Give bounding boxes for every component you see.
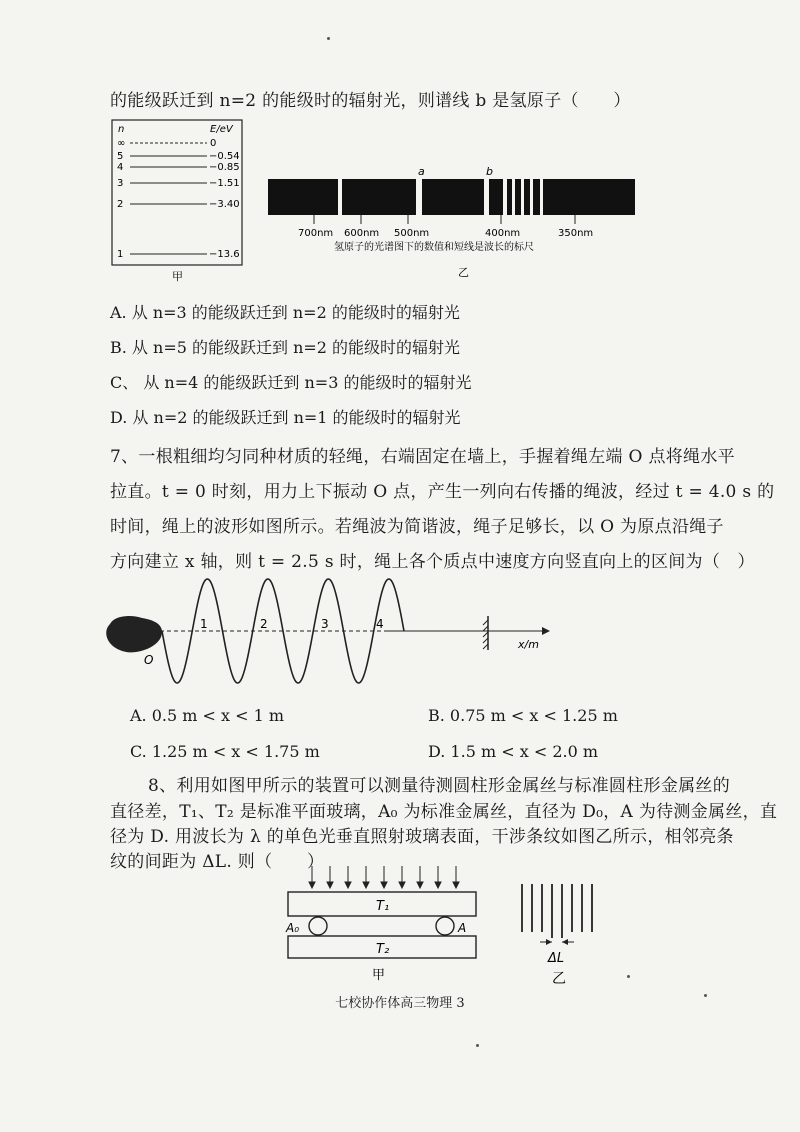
wire-a (436, 917, 454, 935)
diagram-border (112, 120, 242, 265)
q6-option-b[interactable]: B. 从 n=5 的能级跃迁到 n=2 的能级时的辐射光 (110, 338, 461, 357)
rope-wave-figure (100, 576, 560, 696)
level-4-n: 4 (117, 162, 124, 173)
band-7 (524, 179, 530, 215)
fig-yi-label: 乙 (458, 266, 469, 279)
q7-option-b[interactable]: B. 0.75 m < x < 1.25 m (428, 706, 618, 725)
level-1-n: 1 (117, 249, 124, 260)
level-2-e: −3.40 (209, 199, 240, 210)
q7-stem-line-1: 7、一根粗细均匀同种材质的轻绳，右端固定在墙上，手握着绳左端 O 点将绳水平 (110, 447, 735, 467)
scan-speck (476, 1044, 479, 1047)
band-9 (543, 179, 635, 215)
header-e: E/eV (210, 124, 233, 135)
level-3-e: −1.51 (209, 178, 240, 189)
q7-option-c[interactable]: C. 1.25 m < x < 1.75 m (130, 742, 320, 761)
tick-700: 700nm (298, 228, 334, 239)
q7-option-d[interactable]: D. 1.5 m < x < 2.0 m (428, 742, 599, 761)
hand-icon (106, 616, 162, 652)
wave-label-3: 3 (321, 617, 329, 631)
level-1-e: −13.6 (209, 249, 240, 260)
q7-stem-line-3: 时间，绳上的波形如图所示。若绳波为简谐波，绳子足够长，以 O 为原点沿绳子 (110, 517, 724, 537)
label-t1: T₁ (376, 899, 390, 914)
level-inf (117, 138, 216, 149)
wire-a0 (309, 917, 327, 935)
energy-level-diagram (110, 118, 245, 283)
fringe-lines (522, 884, 592, 938)
label-t2: T₂ (376, 942, 390, 957)
interference-fringes (512, 880, 612, 990)
level-5-n: 5 (117, 151, 124, 162)
q6-option-a[interactable]: A. 从 n=3 的能级跃迁到 n=2 的能级时的辐射光 (110, 303, 460, 322)
origin-label: O (144, 653, 154, 667)
label-a0: A₀ (286, 921, 300, 935)
level-3-n: 3 (117, 178, 124, 189)
band-6 (515, 179, 521, 215)
scan-speck (327, 37, 330, 40)
band-1 (268, 179, 338, 215)
scan-speck (627, 975, 630, 978)
level-5-e: −0.54 (209, 151, 240, 162)
band-2 (342, 179, 416, 215)
line-b-label: b (486, 165, 493, 178)
band-5 (507, 179, 512, 215)
level-4-e: −0.85 (209, 162, 240, 173)
page-footer: 七校协作体高三物理 3 (335, 996, 465, 1011)
label-delta-l: ΔL (548, 951, 565, 966)
q8-stem-line-4: 纹的间距为 ΔL. 则（ ） (110, 852, 325, 872)
level-inf-n: ∞ (117, 138, 126, 149)
level-3 (117, 178, 240, 189)
q8-stem-line-2: 直径差，T₁、T₂ 是标准平面玻璃，A₀ 为标准金属丝，直径为 D₀，A 为待测金属丝，直 (110, 802, 778, 822)
line-a-label: a (418, 165, 425, 178)
band-3 (422, 179, 484, 215)
q7-stem-line-4: 方向建立 x 轴，则 t = 2.5 s 时，绳上各个质点中速度方向竖直向上的区间为（ ） (110, 552, 755, 572)
question-6-stem-end: 的能级跃迁到 n=2 的能级时的辐射光，则谱线 b 是氢原子（ ） (110, 91, 631, 111)
fig-jia-label: 甲 (172, 270, 183, 283)
q8-stem-line-1: 8、利用如图甲所示的装置可以测量待测圆柱形金属丝与标准圆柱形金属丝的 (148, 776, 731, 796)
q6-option-d[interactable]: D. 从 n=2 的能级跃迁到 n=1 的能级时的辐射光 (110, 408, 461, 427)
level-2 (117, 199, 240, 210)
tick-350: 350nm (558, 228, 594, 239)
label-yi: 乙 (552, 971, 566, 987)
label-a: A (458, 921, 467, 935)
axis-label: x/m (518, 638, 539, 651)
level-4 (117, 162, 240, 173)
q6-option-c[interactable]: C、 从 n=4 的能级跃迁到 n=3 的能级时的辐射光 (110, 373, 472, 392)
x-axis-arrow (542, 627, 550, 635)
q7-option-a[interactable]: A. 0.5 m < x < 1 m (130, 706, 285, 725)
header-n: n (118, 124, 125, 135)
hydrogen-spectrum (262, 162, 642, 282)
scan-speck (704, 994, 707, 997)
level-inf-e: 0 (210, 138, 217, 149)
wave-label-1: 1 (200, 617, 208, 631)
tick-600: 600nm (344, 228, 380, 239)
wave-label-2: 2 (260, 617, 268, 631)
level-5 (117, 151, 240, 162)
tick-500: 500nm (394, 228, 430, 239)
light-arrows (309, 866, 459, 888)
q8-stem-line-3: 径为 D. 用波长为 λ 的单色光垂直照射玻璃表面，干涉条纹如图乙所示，相邻亮条 (110, 827, 734, 847)
level-2-n: 2 (117, 199, 124, 210)
interference-apparatus (280, 866, 490, 988)
wave-label-4: 4 (376, 617, 384, 631)
q7-stem-line-2: 拉直。t = 0 时刻，用力上下振动 O 点，产生一列向右传播的绳波，经过 t = 4.0 s 的 (110, 482, 775, 502)
tick-400: 400nm (485, 228, 521, 239)
spectrum-caption: 氢原子的光谱图下的数值和短线是波长的标尺 (334, 242, 534, 253)
band-4 (489, 179, 503, 215)
label-jia: 甲 (372, 968, 386, 983)
band-8 (533, 179, 540, 215)
level-1 (117, 249, 240, 260)
